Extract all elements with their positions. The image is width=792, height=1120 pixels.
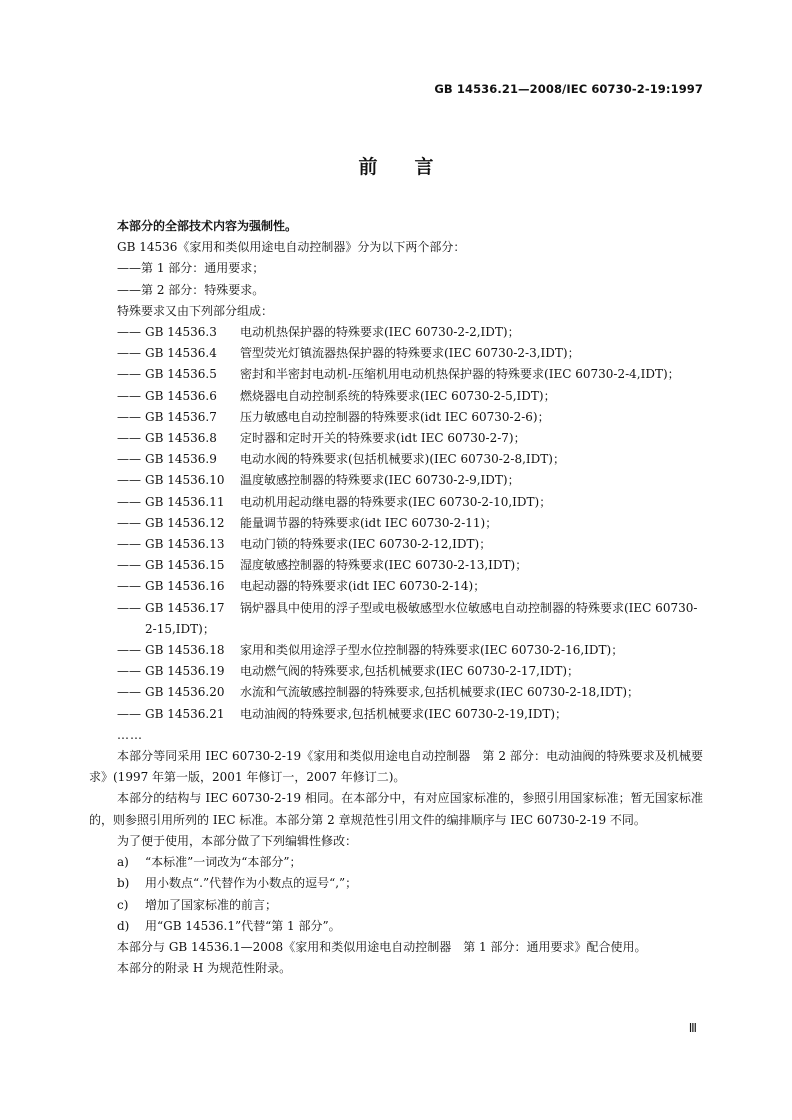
standard-list-item: [89, 682, 703, 703]
edits-intro: 为了便于使用，本部分做了下列编辑性修改：: [117, 833, 358, 848]
foreword-body: [89, 216, 703, 979]
dash: ——: [117, 664, 141, 679]
part-1-text: 第 1 部分：通用要求；: [141, 261, 265, 276]
part-1-line: [89, 258, 703, 279]
title-char-1: 前: [358, 156, 378, 178]
standard-title: 电动燃气阀的特殊要求,包括机械要求(IEC 60730-2-17,IDT)；: [240, 664, 580, 679]
dash: ——: [117, 706, 141, 721]
standard-title: 能量调节器的特殊要求(idt IEC 60730-2-11)；: [240, 515, 498, 530]
dash: ——: [117, 473, 141, 488]
standard-list-item: [89, 640, 703, 661]
standard-title: 燃烧器电自动控制系统的特殊要求(IEC 60730-2-5,IDT)；: [240, 388, 556, 403]
edit-item: [89, 895, 703, 916]
standard-title: 电动机用起动继电器的特殊要求(IEC 60730-2-10,IDT)；: [240, 494, 552, 509]
standard-list-item: [89, 386, 703, 407]
dash: ——: [117, 388, 141, 403]
page-title: [0, 152, 792, 179]
annex-paragraph: 本部分的附录 H 为规范性附录。: [117, 961, 292, 976]
structure-paragraph: 本部分的结构与 IEC 60730-2-19 相同。在本部分中，有对应国家标准的，参照引用国家标准；暂无国家标准的，则参照引用所列的 IEC 标准。本部分第 2 章规范性引用文件的编排顺序与 IEC 60730-2-19 不同。: [89, 791, 703, 827]
dash: ——: [117, 261, 141, 276]
standard-code: GB 14536.17: [145, 600, 225, 615]
edit-item: [89, 873, 703, 894]
page-number: Ⅲ: [688, 1021, 697, 1035]
dash: ——: [117, 600, 141, 615]
mandatory-statement: 本部分的全部技术内容为强制性。: [117, 219, 298, 233]
standard-title: 湿度敏感控制器的特殊要求(IEC 60730-2-13,IDT)；: [240, 558, 528, 573]
standard-list-item: [89, 555, 703, 576]
edit-label: b): [117, 876, 130, 891]
standard-code-header: GB 14536.21—2008/IEC 60730-2-19:1997: [434, 82, 703, 96]
standard-code: GB 14536.4: [145, 346, 217, 361]
standard-code: GB 14536.5: [145, 367, 217, 382]
standard-title: 密封和半密封电动机-压缩机用电动机热保护器的特殊要求(IEC 60730-2-4,IDT)；: [240, 367, 680, 382]
standard-list-item: [89, 513, 703, 534]
standard-title: 压力敏感电自动控制器的特殊要求(idt IEC 60730-2-6)；: [240, 409, 550, 424]
dash: ——: [117, 346, 141, 361]
standard-list-item: [89, 322, 703, 343]
standard-code: GB 14536.7: [145, 409, 217, 424]
dash: ——: [117, 431, 141, 446]
standard-title: 家用和类似用途浮子型水位控制器的特殊要求(IEC 60730-2-16,IDT)；: [240, 643, 624, 658]
dash: ——: [117, 558, 141, 573]
standard-code: GB 14536.18: [145, 643, 225, 658]
standard-title: 电动机热保护器的特殊要求(IEC 60730-2-2,IDT)；: [240, 325, 520, 340]
standard-list-item: [89, 534, 703, 555]
standard-title: 管型荧光灯镇流器热保护器的特殊要求(IEC 60730-2-3,IDT)；: [240, 346, 580, 361]
standard-code: GB 14536.20: [145, 685, 225, 700]
standard-code: GB 14536.8: [145, 431, 217, 446]
standard-code: GB 14536.9: [145, 452, 217, 467]
standards-list: [89, 322, 703, 725]
standard-title: 电动油阀的特殊要求,包括机械要求(IEC 60730-2-19,IDT)；: [240, 706, 568, 721]
dash: ——: [117, 537, 141, 552]
standard-list-item: [89, 492, 703, 513]
part-2-line: [89, 280, 703, 301]
standard-code: GB 14536.3: [145, 325, 217, 340]
edit-item: [89, 916, 703, 937]
edits-list: [89, 852, 703, 937]
companion-paragraph: 本部分与 GB 14536.1—2008《家用和类似用途电自动控制器 第 1 部分：通用要求》配合使用。: [117, 939, 647, 954]
standard-list-item: [89, 704, 703, 725]
standard-code: GB 14536.13: [145, 537, 225, 552]
standard-code: GB 14536.11: [145, 494, 225, 509]
standard-list-item: [89, 598, 703, 640]
standard-list-item: [89, 576, 703, 597]
dash: ——: [117, 325, 141, 340]
adoption-paragraph: 本部分等同采用 IEC 60730-2-19《家用和类似用途电自动控制器 第 2 部分：电动油阀的特殊要求及机械要求》(1997 年第一版，2001 年修订一，2007 年修订二)。: [89, 749, 703, 785]
dash: ——: [117, 643, 141, 658]
dash: ——: [117, 367, 141, 382]
standard-code: GB 14536.19: [145, 664, 225, 679]
part-2-text: 第 2 部分：特殊要求。: [141, 282, 265, 297]
edit-text: 增加了国家标准的前言；: [145, 897, 278, 912]
standard-code: GB 14536.15: [145, 558, 225, 573]
standard-title: 锅炉器具中使用的浮子型或电极敏感型水位敏感电自动控制器的特殊要求(IEC 60730-2-15,IDT)；: [145, 600, 698, 636]
standard-code: GB 14536.10: [145, 473, 225, 488]
standard-list-item: [89, 661, 703, 682]
standard-title: 定时器和定时开关的特殊要求(idt IEC 60730-2-7)；: [240, 431, 526, 446]
standard-title: 电起动器的特殊要求(idt IEC 60730-2-14)；: [240, 579, 486, 594]
edit-text: 用小数点“.”代替作为小数点的逗号“,”；: [145, 876, 358, 891]
dash: ——: [117, 409, 141, 424]
standard-code: GB 14536.21: [145, 706, 225, 721]
dash: ——: [117, 685, 141, 700]
standard-title: 水流和气流敏感控制器的特殊要求,包括机械要求(IEC 60730-2-18,IDT)；: [240, 685, 640, 700]
edit-item: [89, 852, 703, 873]
edit-label: d): [117, 918, 130, 933]
edit-label: c): [117, 897, 129, 912]
series-intro: GB 14536《家用和类似用途电自动控制器》分为以下两个部分：: [117, 240, 466, 255]
edit-text: 用“GB 14536.1”代替“第 1 部分”。: [145, 918, 341, 933]
edit-text: “本标准”一词改为“本部分”；: [145, 855, 302, 870]
list-ellipsis: ……: [117, 727, 143, 742]
particular-intro: 特殊要求又由下列部分组成：: [117, 303, 274, 318]
standard-list-item: [89, 449, 703, 470]
standard-list-item: [89, 428, 703, 449]
dash: ——: [117, 452, 141, 467]
title-char-2: 言: [414, 156, 434, 178]
edit-label: a): [117, 855, 129, 870]
standard-code: GB 14536.6: [145, 388, 217, 403]
standard-list-item: [89, 343, 703, 364]
standard-title: 电动门锁的特殊要求(IEC 60730-2-12,IDT)；: [240, 537, 492, 552]
standard-list-item: [89, 470, 703, 491]
standard-list-item: [89, 407, 703, 428]
dash: ——: [117, 515, 141, 530]
standard-code: GB 14536.16: [145, 579, 225, 594]
dash: ——: [117, 494, 141, 509]
standard-title: 电动水阀的特殊要求(包括机械要求)(IEC 60730-2-8,IDT)；: [240, 452, 565, 467]
standard-title: 温度敏感控制器的特殊要求(IEC 60730-2-9,IDT)；: [240, 473, 520, 488]
standard-code: GB 14536.12: [145, 515, 225, 530]
dash: ——: [117, 282, 141, 297]
dash: ——: [117, 579, 141, 594]
standard-list-item: [89, 364, 703, 385]
